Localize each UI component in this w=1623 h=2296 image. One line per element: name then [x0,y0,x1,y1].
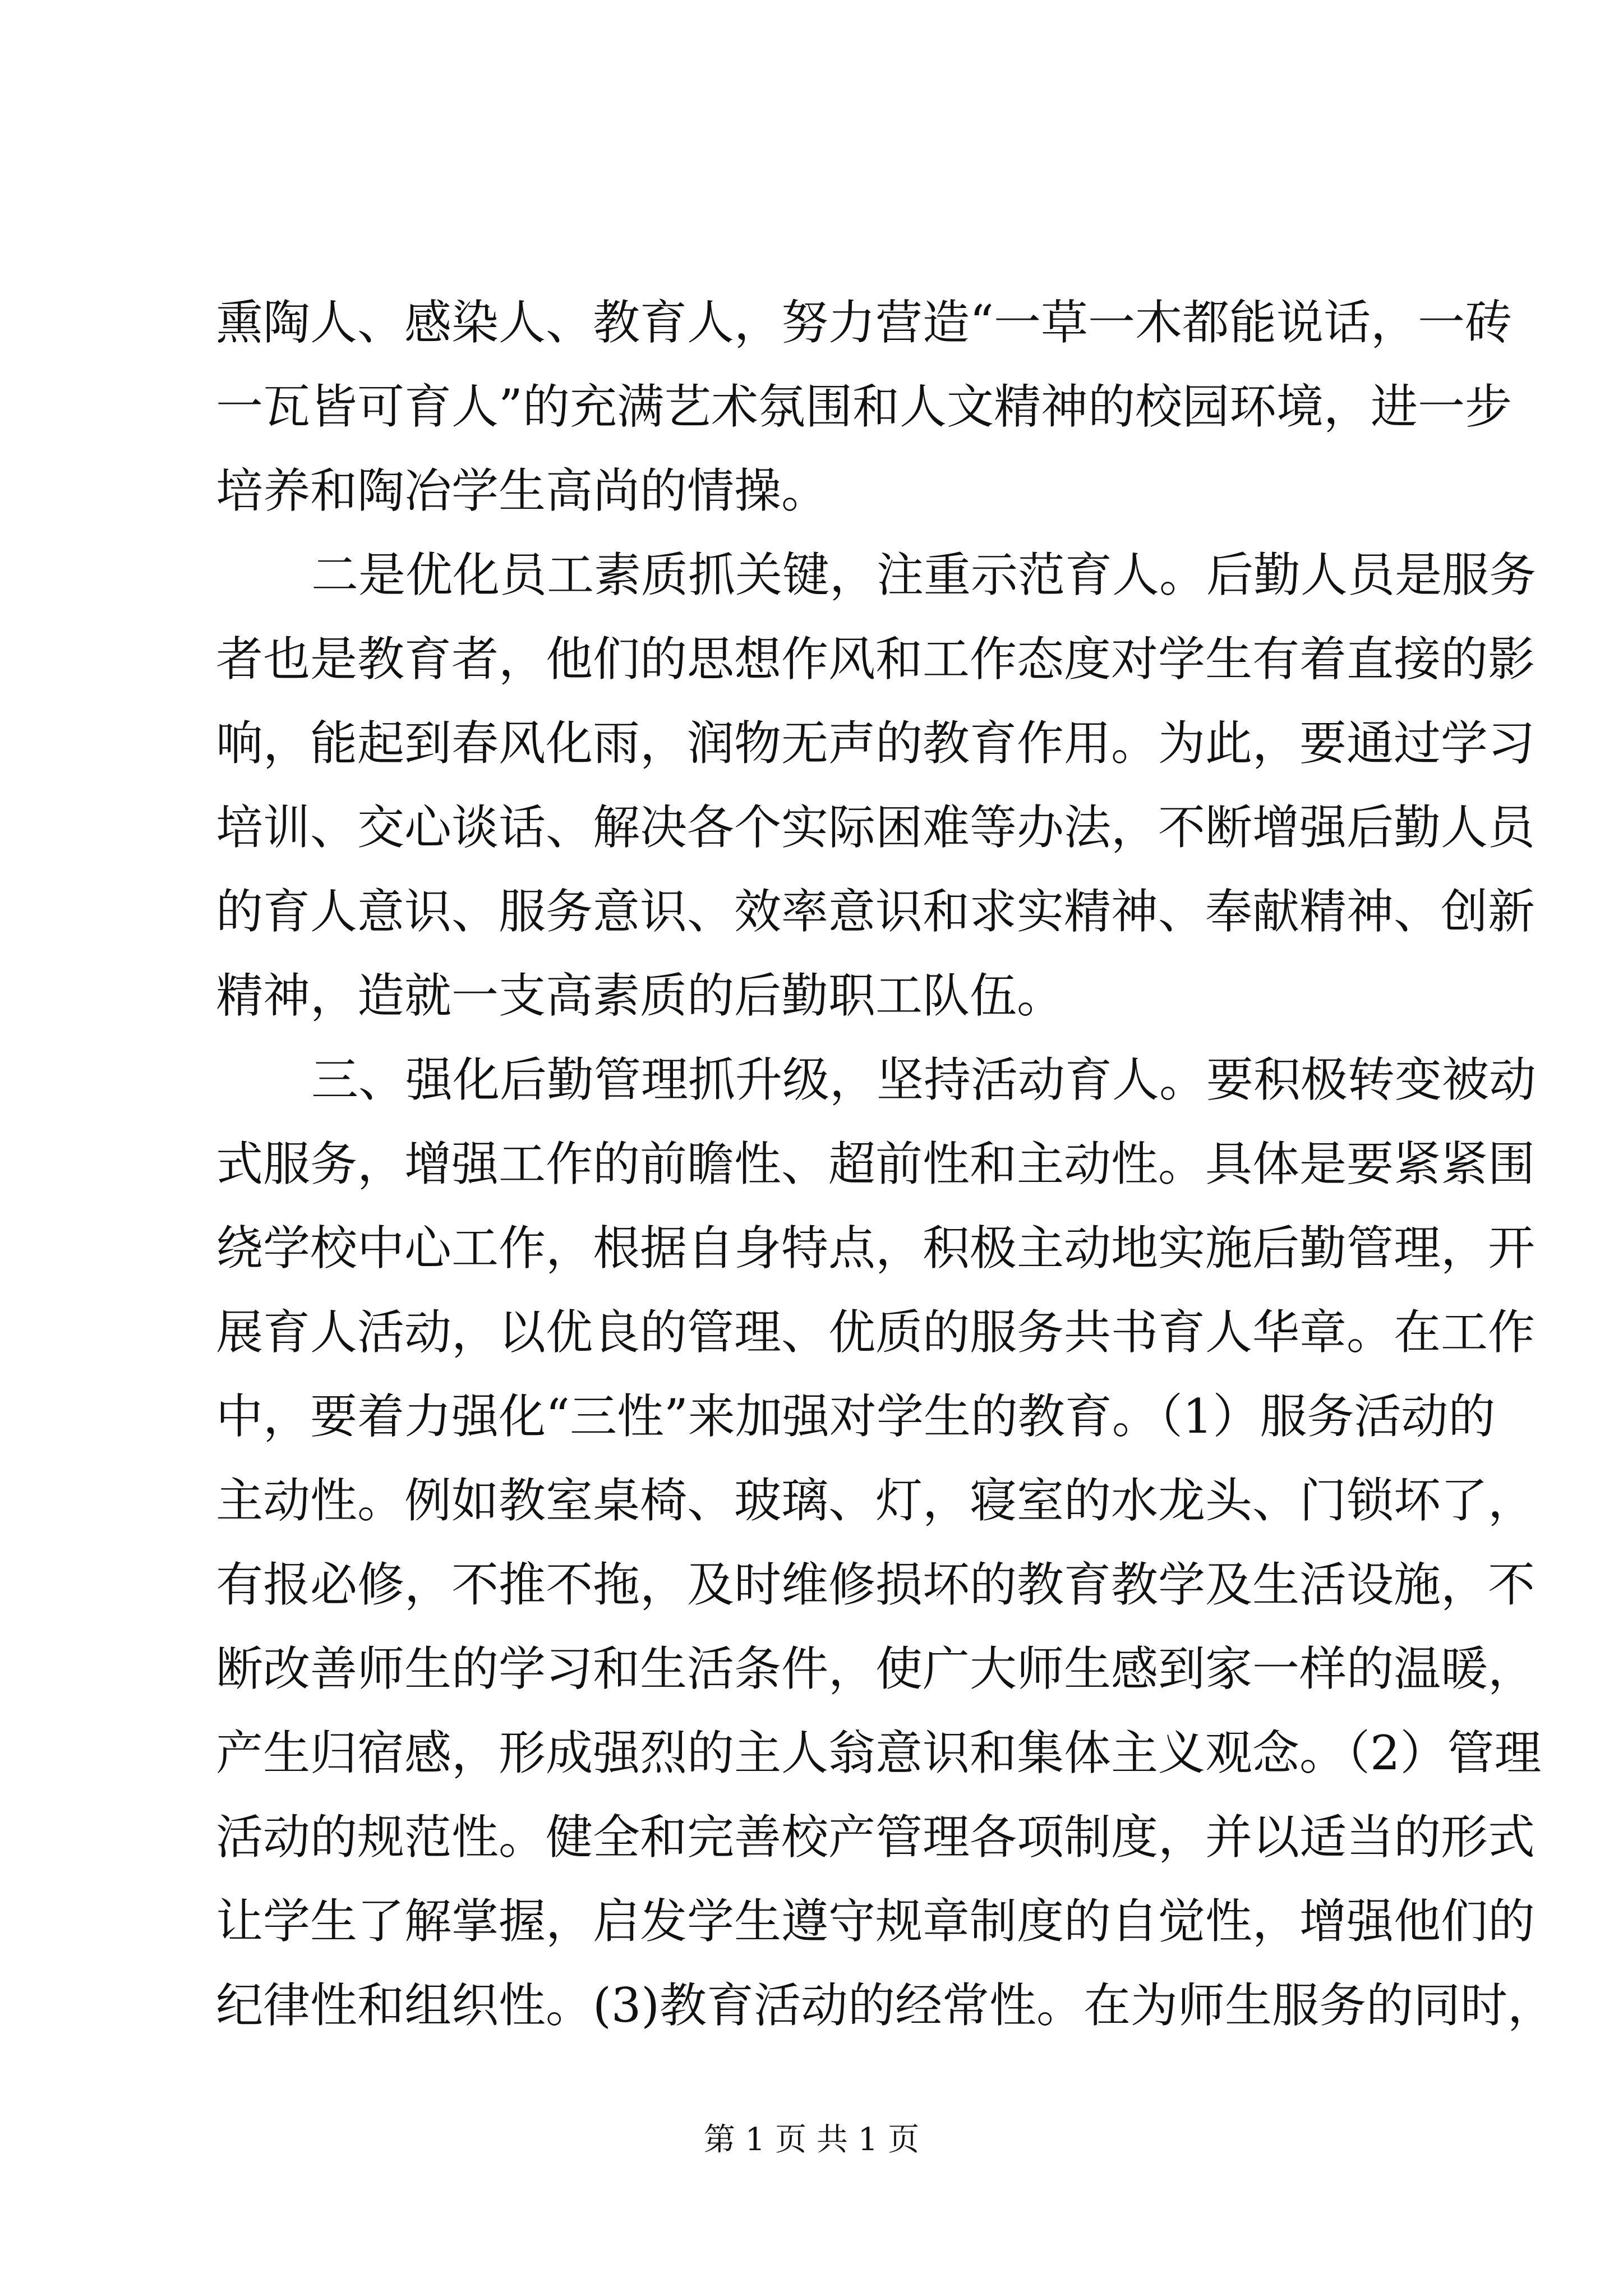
text-line: 一瓦皆可育人”的充满艺术氛围和人文精神的校园环境，进一步 [216,379,1512,434]
text-line: 熏陶人、感染人、教育人，努力营造“一草一木都能说话，一砖 [216,295,1512,350]
text-line: 绕学校中心工作，根据自身特点，积极主动地实施后勤管理，开 [216,1221,1536,1276]
text-line: 产生归宿感，形成强烈的主人翁意识和集体主义观念。（2）管理 [216,1726,1542,1780]
text-line: 二是优化员工素质抓关键，注重示范育人。后勤人员是服务 [311,547,1537,602]
text-line: 响，能起到春风化雨，润物无声的教育作用。为此，要通过学习 [216,716,1536,771]
text-line: 式服务，增强工作的前瞻性、超前性和主动性。具体是要紧紧围 [216,1137,1536,1191]
text-line: 有报必修，不推不拖，及时维修损坏的教育教学及生活设施，不 [216,1557,1536,1612]
text-line: 培训、交心谈话、解决各个实际困难等办法，不断增强后勤人员 [216,800,1536,855]
text-line: 纪律性和组织性。(3)教育活动的经常性。在为师生服务的同时， [216,1978,1555,2033]
text-line: 断改善师生的学习和生活条件，使广大师生感到家一样的温暖， [216,1641,1536,1696]
page-footer: 第 1 页 共 1 页 [703,2122,920,2158]
text-line: 的育人意识、服务意识、效率意识和求实精神、奉献精神、创新 [216,884,1536,939]
text-line: 培养和陶冶学生高尚的情操。 [216,463,829,518]
text-line: 中，要着力强化“三性”来加强对学生的教育。（1）服务活动的 [216,1389,1496,1444]
text-line: 者也是教育者，他们的思想作风和工作态度对学生有着直接的影 [216,632,1536,687]
text-line: 主动性。例如教室桌椅、玻璃、灯，寝室的水龙头、门锁坏了， [216,1473,1536,1528]
text-line: 展育人活动，以优良的管理、优质的服务共书育人华章。在工作 [216,1305,1536,1360]
text-line: 活动的规范性。健全和完善校产管理各项制度，并以适当的形式 [216,1810,1536,1865]
text-line: 三、强化后勤管理抓升级，坚持活动育人。要积极转变被动 [311,1052,1537,1107]
text-line: 精神，造就一支高素质的后勤职工队伍。 [216,968,1064,1023]
text-line: 让学生了解掌握，启发学生遵守规章制度的自觉性，增强他们的 [216,1894,1536,1949]
